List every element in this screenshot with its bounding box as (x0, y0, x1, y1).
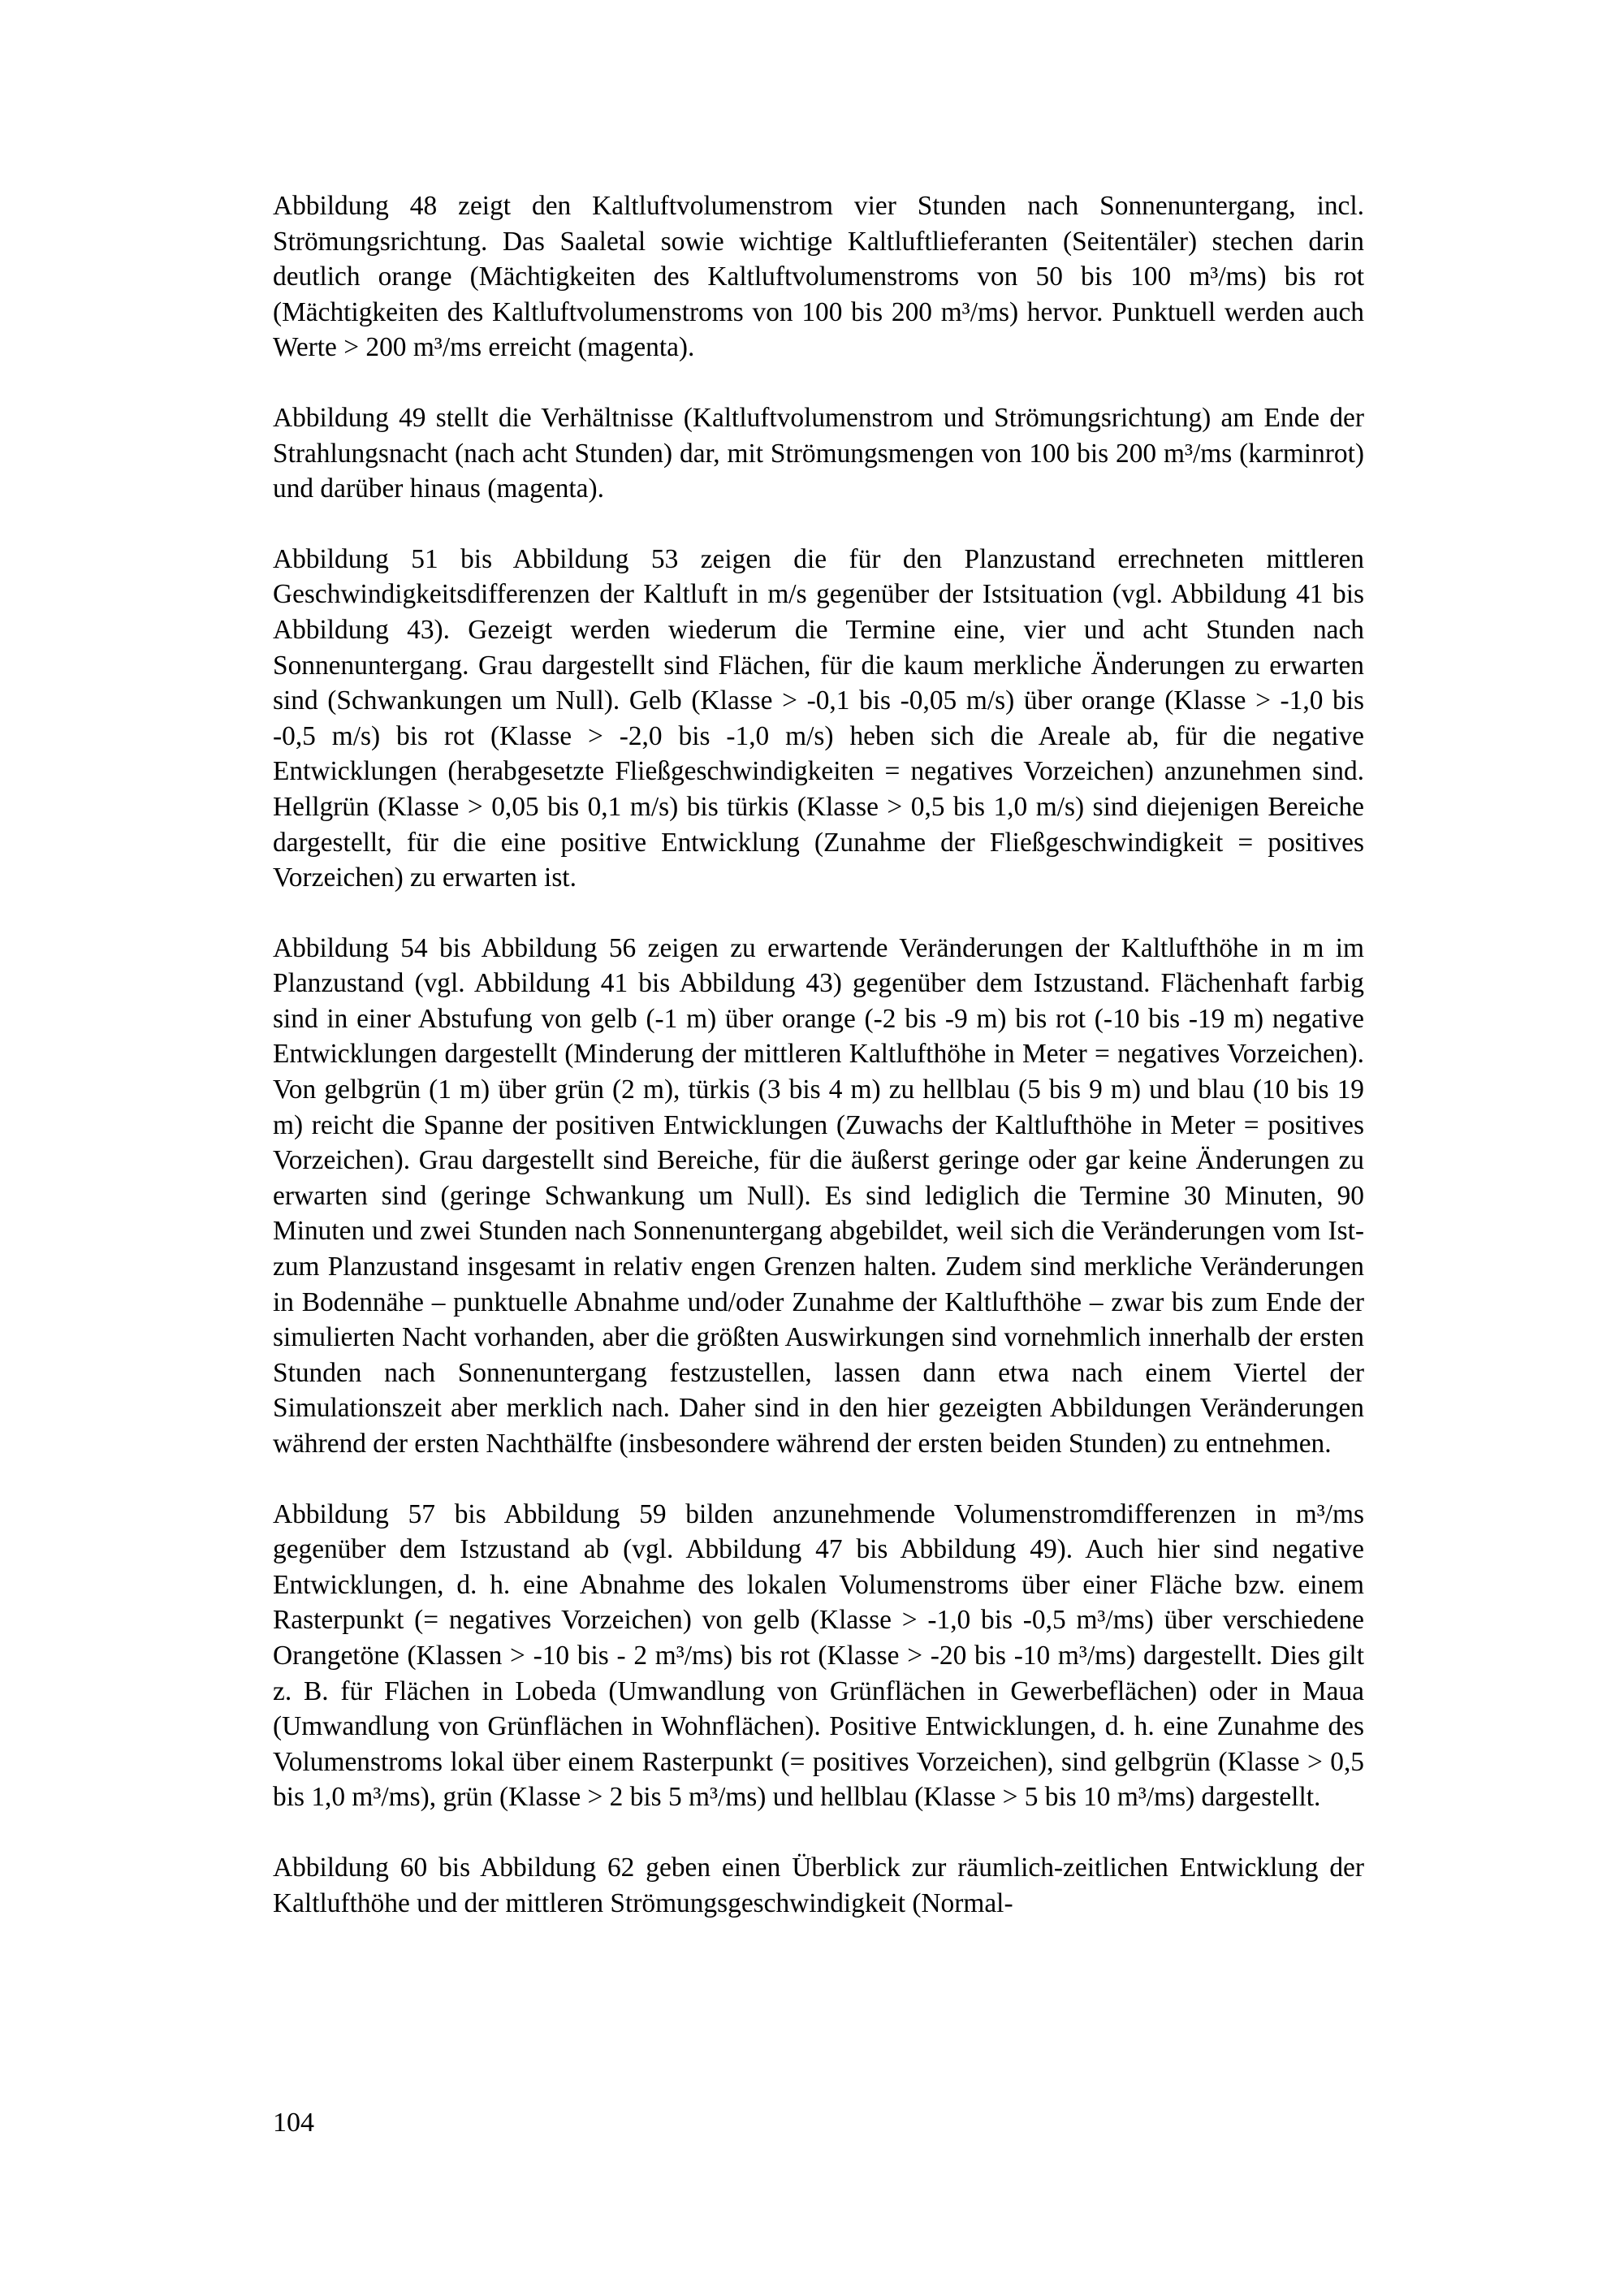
paragraph-abbildung-54-56: Abbildung 54 bis Abbildung 56 zeigen zu erwartende Veränderungen der Kaltlufthöhe in m im Planzustand (vgl. Abbildung 41 bis Abbildung 43) gegenüber dem Istzustand. Flächenhaft farbig sind in einer Abstufung von gelb (-1 m) über orange (-2 bis -9 m) bis rot (-10 bis -19 m) negative Entwicklungen dargestellt (Minderung der mittleren Kaltlufthöhe in Meter = negatives Vorzeichen). Von gelbgrün (1 m) über grün (2 m), türkis (3 bis 4 m) zu hellblau (5 bis 9 m) und blau (10 bis 19 m) reicht die Spanne der positiven Entwicklungen (Zuwachs der Kaltlufthöhe in Meter = positives Vorzeichen). Grau dargestellt sind Bereiche, für die äußerst geringe oder gar keine Änderungen zu erwarten sind (geringe Schwankung um Null). Es sind lediglich die Termine 30 Minuten, 90 Minuten und zwei Stunden nach Sonnenuntergang abgebildet, weil sich die Veränderungen vom Ist- zum Planzustand insgesamt in relativ engen Grenzen halten. Zudem sind merkliche Veränderungen in Bodennähe – punktuelle Abnahme und/oder Zunahme der Kaltlufthöhe – zwar bis zum Ende der simulierten Nacht vorhanden, aber die größten Auswirkungen sind vornehmlich innerhalb der ersten Stunden nach Sonnenuntergang festzustellen, lassen dann etwa nach einem Viertel der Simulationszeit aber merklich nach. Daher sind in den hier gezeigten Abbildungen Veränderungen während der ersten Nachthälfte (insbesondere während der ersten beiden Stunden) zu entnehmen. (273, 932, 1364, 1459)
paragraph-abbildung-57-59: Abbildung 57 bis Abbildung 59 bilden anzunehmende Volumenstromdifferenzen in m³/ms gegenüber dem Istzustand ab (vgl. Abbildung 47 bis Abbildung 49). Auch hier sind negative Entwicklungen, d. h. eine Abnahme des lokalen Volumenstroms über einer Fläche bzw. einem Rasterpunkt (= negatives Vorzeichen) von gelb (Klasse > -1,0 bis -0,5 m³/ms) über verschiedene Orangetöne (Klassen > -10 bis - 2 m³/ms) bis rot (Klasse > -20 bis -10 m³/ms) dargestellt. Dies gilt z. B. für Flächen in Lobeda (Umwandlung von Grünflächen in Gewerbeflächen) oder in Maua (Umwandlung von Grünflächen in Wohnflächen). Positive Entwicklungen, d. h. eine Zunahme des Volumenstroms lokal über einem Rasterpunkt (= positives Vorzeichen), sind gelbgrün (Klasse > 0,5 bis 1,0 m³/ms), grün (Klasse > 2 bis 5 m³/ms) und hellblau (Klasse > 5 bis 10 m³/ms) dargestellt. (273, 1498, 1364, 1813)
paragraph-abbildung-48: Abbildung 48 zeigt den Kaltluftvolumenstrom vier Stunden nach Sonnenuntergang, incl. Strömungsrichtung. Das Saaletal sowie wichtige Kaltluftlieferanten (Seitentäler) stechen darin deutlich orange (Mächtigkeiten des Kaltluftvolumenstroms von 50 bis 100 m³/ms) bis rot (Mächtigkeiten des Kaltluftvolumenstroms von 100 bis 200 m³/ms) hervor. Punktuell werden auch Werte > 200 m³/ms erreicht (magenta). (273, 191, 1364, 363)
paragraph-abbildung-60-62: Abbildung 60 bis Abbildung 62 geben einen Überblick zur räumlich-zeitlichen Entwicklung der Kaltlufthöhe und der mittleren Strömungsgeschwindigkeit (Normal- (273, 1852, 1364, 1918)
paragraph-abbildung-49: Abbildung 49 stellt die Verhältnisse (Kaltluftvolumenstrom und Strömungsrichtung) am Ende der Strahlungsnacht (nach acht Stunden) dar, mit Strömungsmengen von 100 bis 200 m³/ms (karminrot) und darüber hinaus (magenta). (273, 402, 1364, 504)
paragraph-abbildung-51-53: Abbildung 51 bis Abbildung 53 zeigen die für den Planzustand errechneten mittleren Geschwindigkeitsdifferenzen der Kaltluft in m/s gegenüber der Istsituation (vgl. Abbildung 41 bis Abbildung 43). Gezeigt werden wiederum die Termine eine, vier und acht Stunden nach Sonnenuntergang. Grau dargestellt sind Flächen, für die kaum merkliche Änderungen zu erwarten sind (Schwankungen um Null). Gelb (Klasse > -0,1 bis -0,05 m/s) über orange (Klasse > -1,0 bis -0,5 m/s) bis rot (Klasse > -2,0 bis -1,0 m/s) heben sich die Areale ab, für die negative Entwicklungen (herabgesetzte Fließgeschwindigkeiten = negatives Vorzeichen) anzunehmen sind. Hellgrün (Klasse > 0,05 bis 0,1 m/s) bis türkis (Klasse > 0,5 bis 1,0 m/s) sind diejenigen Bereiche dargestellt, für die eine positive Entwicklung (Zunahme der Fließgeschwindigkeit = positives Vorzeichen) zu erwarten ist. (273, 543, 1364, 893)
page-number: 104 (273, 2108, 314, 2138)
body-text (273, 188, 1364, 1956)
